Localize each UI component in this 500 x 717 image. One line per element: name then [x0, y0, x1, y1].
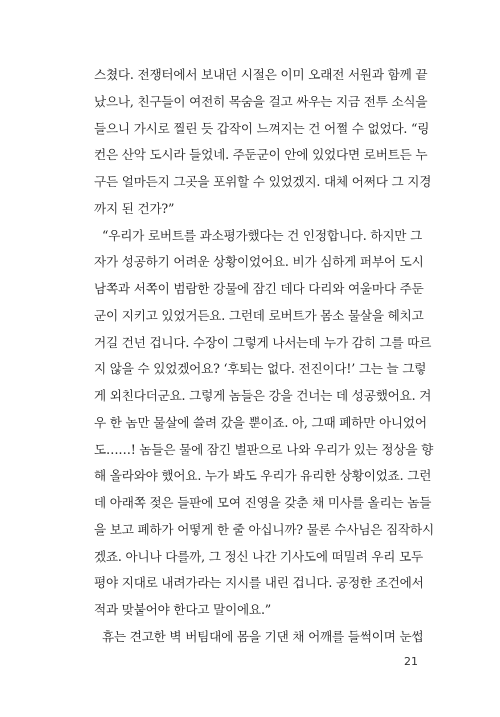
body-text: [94, 62, 434, 651]
text-line: 까지 된 건가?”: [94, 200, 175, 216]
text-line: 겠죠. 아니나 다를까, 그 정신 나간 기사도에 떠밀려 우리 모두: [94, 548, 424, 564]
text-line: 거길 건넌 겁니다. 수장이 그렇게 나서는데 누가 감히 그를 따르: [94, 334, 432, 350]
page-number: 21: [404, 655, 418, 668]
text-line: 평야 지대로 내려가라는 지시를 내린 겁니다. 공정한 조건에서: [94, 575, 424, 591]
text-line: 적과 맞붙어야 한다고 말이에요.”: [94, 602, 272, 617]
text-line: 났으나, 친구들이 여전히 목숨을 걸고 싸우는 지금 전투 소식을: [94, 93, 428, 109]
text-line: “우리가 로버트를 과소평가했다는 건 인정합니다. 하지만 그: [102, 227, 423, 243]
text-line: 게 외친다더군요. 그렇게 놈들은 강을 건너는 데 성공했어요. 겨: [94, 388, 432, 403]
text-line: 우 한 놈만 물살에 쓸려 갔을 뿐이죠. 아, 그때 폐하만 아니었어: [94, 414, 427, 430]
text-line: 도……! 놈들은 물에 잠긴 벌판으로 나와 우리가 있는 정상을 향: [94, 441, 434, 457]
text-line: 자가 성공하기 어려운 상황이었어요. 비가 심하게 퍼부어 도시: [94, 254, 424, 270]
text-line: 구든 얼마든지 그곳을 포위할 수 있었겠지. 대체 어쩌다 그 지경: [94, 174, 432, 189]
text-line: 남쪽과 서쪽이 범람한 강물에 잠긴 데다 다리와 여울마다 주둔: [94, 281, 424, 296]
text-line: 을 보고 폐하가 어떻게 한 줄 아십니까? 물론 수사님은 짐작하시: [94, 521, 434, 537]
text-line: 들으니 가시로 찔린 듯 갑작이 느껴지는 건 어쩔 수 없었다. “링: [94, 120, 430, 136]
text-line: 휴는 견고한 벽 버팀대에 몸을 기댄 채 어깨를 들썩이며 눈썹: [102, 628, 424, 644]
text-line: 군이 지키고 있었거든요. 그런데 로버트가 몸소 물살을 헤치고: [94, 307, 424, 323]
text-line: 스쳤다. 전쟁터에서 보내던 시절은 이미 오래전 서원과 함께 끝: [94, 67, 428, 82]
text-line: 데 아래쪽 젖은 들판에 모여 진영을 갖춘 채 미사를 올리는 놈들: [94, 495, 432, 510]
text-line: 컨은 산악 도시라 들었네. 주둔군이 안에 있었다면 로버트든 누: [94, 147, 428, 163]
text-line: 해 올라와야 했어요. 누가 봐도 우리가 유리한 상황이었죠. 그런: [94, 468, 432, 484]
text-line: 지 않을 수 있었겠어요? ‘후퇴는 없다. 전진이다!’ 그는 늘 그렇: [94, 361, 427, 377]
